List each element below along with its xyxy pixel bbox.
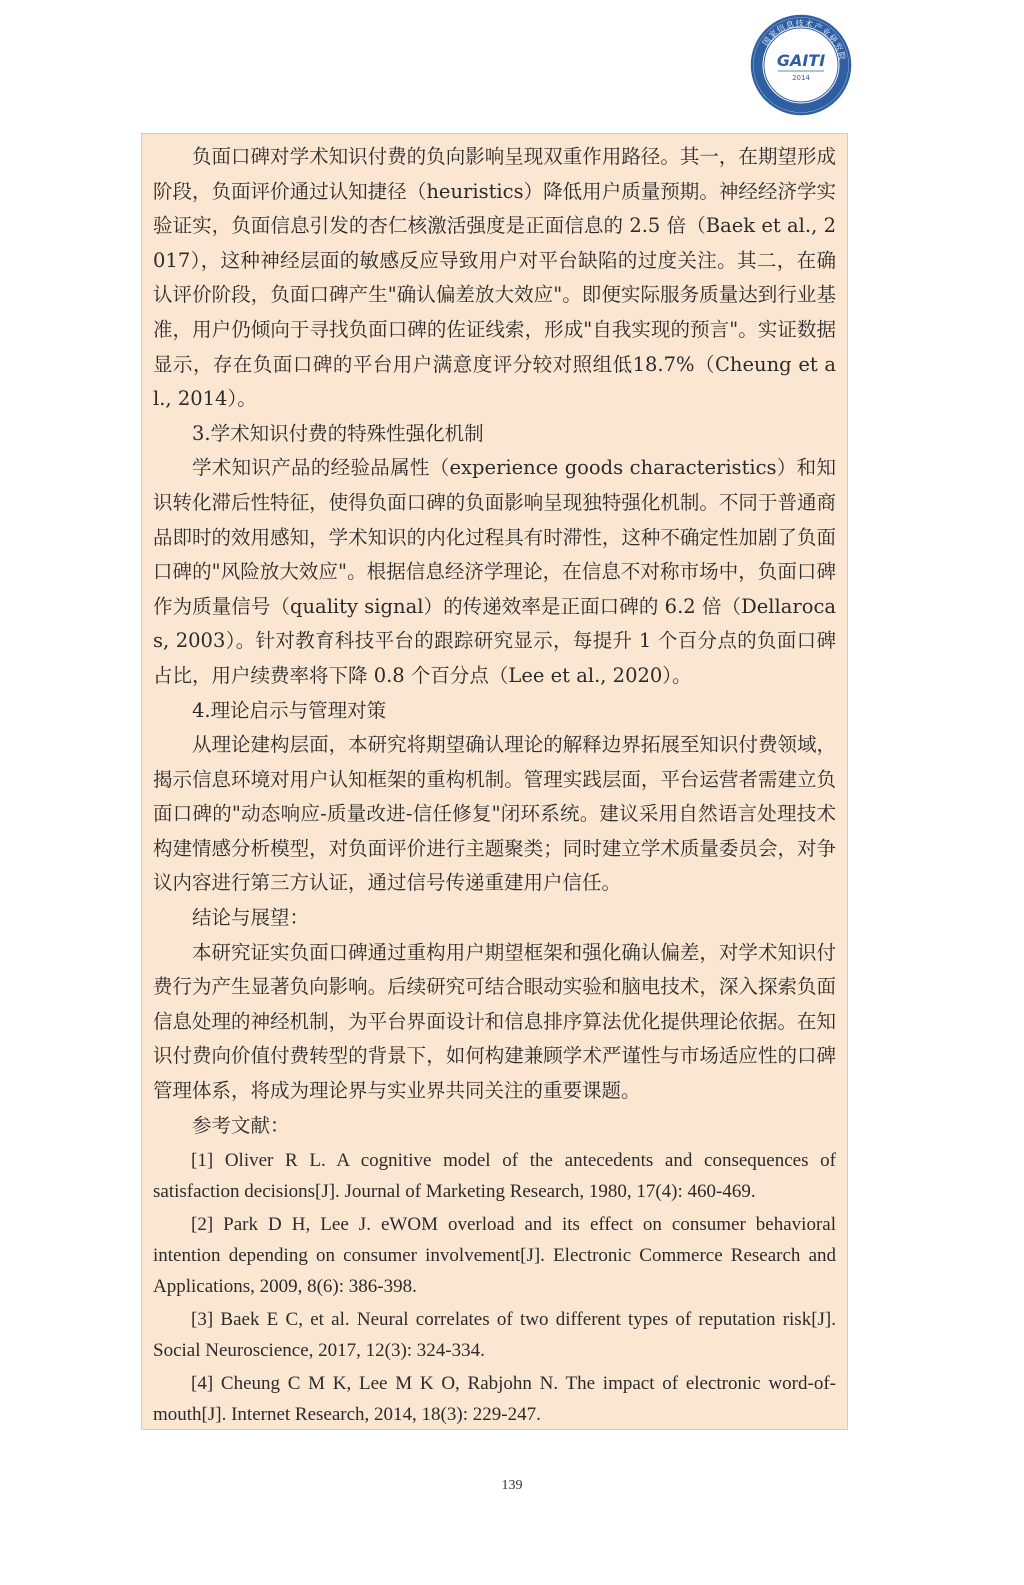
reference-item: [2] Park D H, Lee J. eWOM overload and its effect on consumer behavioral intention depending on consumer involvement[J]. Electronic Commerce Research and Applications, 2009, 8(6): 386-398. bbox=[153, 1214, 836, 1298]
body-paragraph: 本研究证实负面口碑通过重构用户期望框架和强化确认偏差，对学术知识付费行为产生显著负向影响。后续研究可结合眼动实验和脑电技术，深入探索负面信息处理的神经机制，为平台界面设计和信息排序算法优化提供理论依据。在知识付费向价值付费转型的背景下，如何构建兼顾学术严谨性与市场适应性的口碑管理体系，将成为理论界与实业界共同关注的重要课题。 bbox=[153, 940, 836, 1103]
references-heading: 参考文献： bbox=[192, 1113, 290, 1137]
reference-item: [3] Baek E C, et al. Neural correlates of two different types of reputation risk[J]. Social Neuroscience, 2017, 12(3): 324-334. bbox=[153, 1309, 836, 1362]
gaiti-logo bbox=[750, 14, 852, 116]
body-paragraph: 从理论建构层面，本研究将期望确认理论的解释边界拓展至知识付费领域，揭示信息环境对用户认知框架的重构机制。管理实践层面，平台运营者需建立负面口碑的"动态响应-质量改进-信任修复"闭环系统。建议采用自然语言处理技术构建情感分析模型，对负面评价进行主题聚类；同时建立学术质量委员会，对争议内容进行第三方认证，通过信号传递重建用户信任。 bbox=[153, 733, 836, 895]
logo-ring-text: 国家信息技术产业研究院 bbox=[760, 18, 847, 62]
gaiti-logo-icon bbox=[750, 14, 852, 116]
body-paragraph: 学术知识产品的经验品属性（experience goods characteristics）和知识转化滞后性特征，使得负面口碑的负面影响呈现独特强化机制。不同于普通商品即时的效用感知，学术知识的内化过程具有时滞性，这种不确定性加剧了负面口碑的"风险放大效应"。根据信息经济学理论，在信息不对称市场中，负面口碑作为质量信号（quality signal）的传递效率是正面口碑的 6.2 倍（Dellarocas, 2003）。针对教育科技平台的跟踪研究显示，每提升 1 个百分点的负面口碑占比，用户续费率将下降 0.8 个百分点（Lee et al., 2020）。 bbox=[153, 456, 836, 687]
logo-year: 2014 bbox=[792, 74, 810, 82]
section-heading: 4.理论启示与管理对策 bbox=[192, 698, 387, 722]
section-heading: 3.学术知识付费的特殊性强化机制 bbox=[192, 421, 484, 445]
logo-text: GAITI bbox=[776, 51, 826, 70]
body-paragraph: 负面口碑对学术知识付费的负向影响呈现双重作用路径。其一，在期望形成阶段，负面评价通过认知捷径（heuristics）降低用户质量预期。神经经济学实验证实，负面信息引发的杏仁核激活强度是正面信息的 2.5 倍（Baek et al., 2017），这种神经层面的敏感反应导致用户对平台缺陷的过度关注。其二，在确认评价阶段，负面口碑产生"确认偏差放大效应"。即便实际服务质量达到行业基准，用户仍倾向于寻找负面口碑的佐证线索，形成"自我实现的预言"。实证数据显示，存在负面口碑的平台用户满意度评分较对照组低18.7%（Cheung et al., 2014）。 bbox=[153, 145, 836, 411]
reference-item: [4] Cheung C M K, Lee M K O, Rabjohn N. The impact of electronic word-of-mouth[J]. Internet Research, 2014, 18(3): 229-247. bbox=[153, 1373, 836, 1426]
content-box bbox=[141, 133, 848, 1430]
section-heading: 结论与展望： bbox=[192, 906, 310, 930]
page-number: 139 bbox=[501, 1478, 523, 1493]
reference-item: [1] Oliver R L. A cognitive model of the antecedents and consequences of satisfaction decisions[J]. Journal of Marketing Research, 1980, 17(4): 460-469. bbox=[153, 1150, 836, 1203]
